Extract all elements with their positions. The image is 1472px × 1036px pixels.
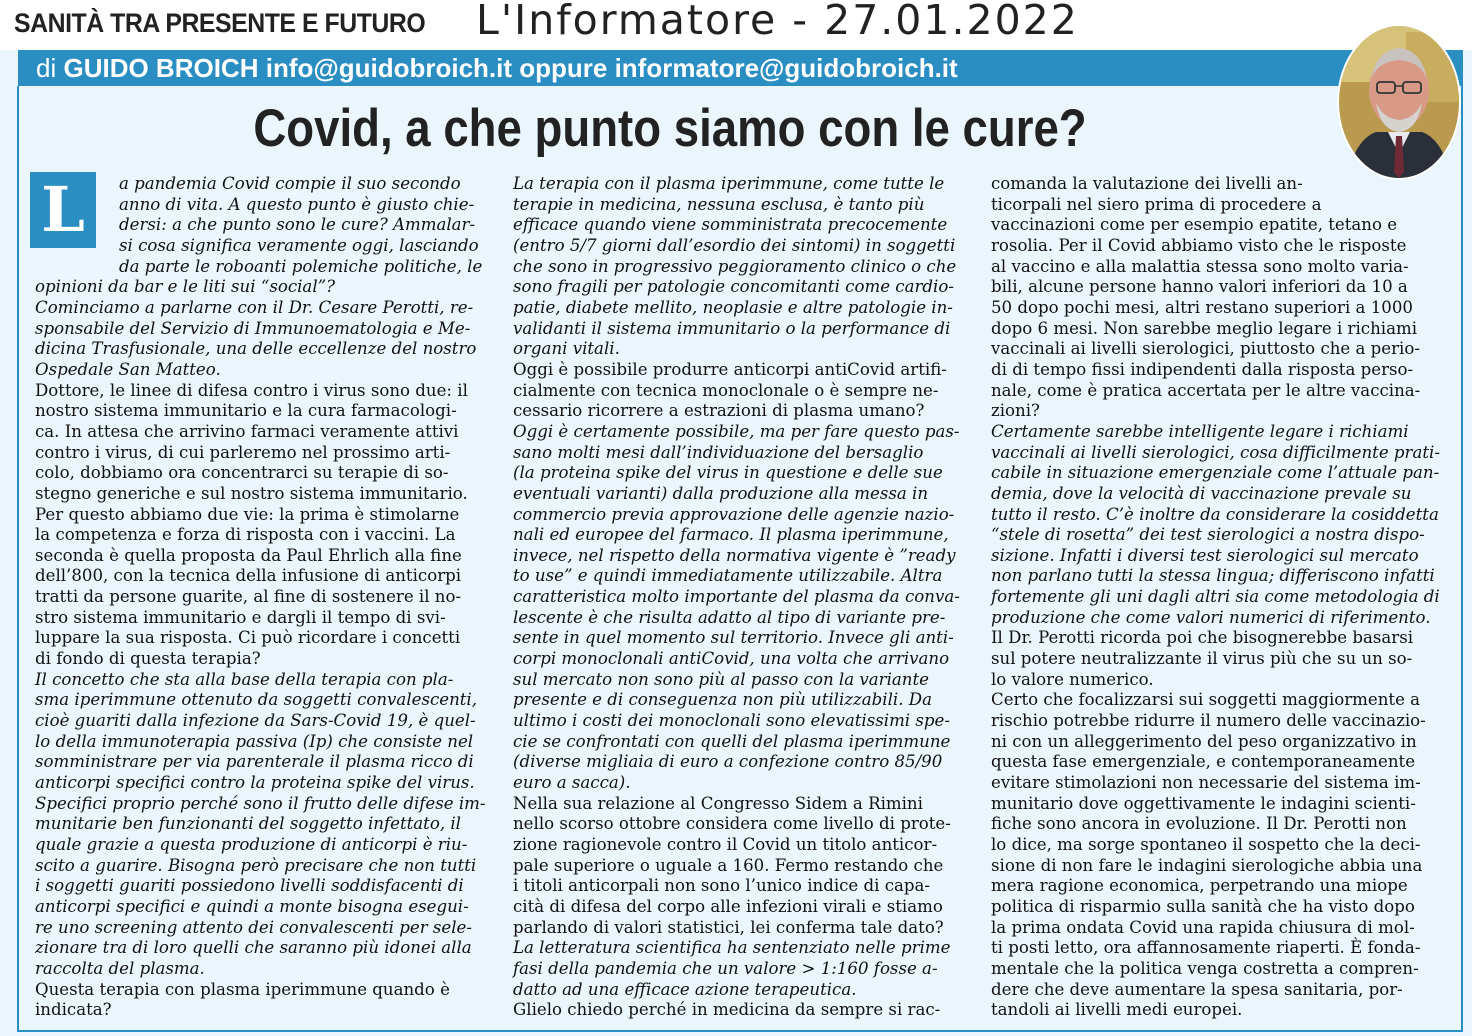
article-line: di di tempo fissi indipendenti dalla risposta perso- bbox=[991, 359, 1414, 379]
article-column-1 bbox=[35, 174, 485, 1021]
article-line: terapie in medicina, nessuna esclusa, è tanto più bbox=[513, 194, 925, 214]
article-line: Specifici proprio perché sono il frutto delle difese im- bbox=[35, 793, 486, 813]
article-line: ticorpali nel siero prima di procedere a bbox=[991, 194, 1322, 214]
article-line: lo dice, ma sorge spontaneo il sospetto che la deci- bbox=[991, 835, 1421, 854]
source-stamp: L'Informatore - 27.01.2022 bbox=[476, 0, 1079, 44]
article-line: Per questo abbiamo due vie: la prima è stimolarne bbox=[35, 504, 460, 524]
article-line: luppare la sua risposta. Ci può ricordare i concetti bbox=[35, 628, 461, 648]
article-line: lo valore numerico. bbox=[991, 669, 1154, 689]
article-line: si cosa significa veramente oggi, lasciando bbox=[119, 235, 479, 255]
article-line: questa fase emergenziale, e contemporaneamente bbox=[991, 752, 1416, 772]
article-line: anticorpi specifici contro la proteina spike del virus. bbox=[35, 773, 475, 793]
article-line: i titoli anticorpali non sono l’unico indice di capa- bbox=[513, 876, 931, 896]
article-line: sizione. Infatti i diversi test sierologici sul mercato bbox=[991, 545, 1419, 565]
article-line: anno di vita. A questo punto è giusto chie- bbox=[119, 194, 475, 214]
article-line: contro i virus, di cui parleremo nel prossimo arti- bbox=[35, 442, 451, 462]
article-line: re uno screening attento dei convalescenti per sele- bbox=[35, 917, 472, 937]
article-line: La terapia con il plasma iperimmune, come tutte le bbox=[513, 174, 945, 193]
article-line: Ospedale San Matteo. bbox=[35, 359, 221, 379]
article-line: opinioni da bar e le liti sui “social”? bbox=[35, 277, 336, 297]
article-line: seconda è quella proposta da Paul Ehrlich alla fine bbox=[35, 545, 462, 565]
article-line: mera ragione economica, perpetrando una miope bbox=[991, 876, 1408, 896]
article-line: produzione che come valori numerici di riferimento. bbox=[991, 607, 1431, 627]
article-line: munitarie ben funzionanti del soggetto infettato, il bbox=[35, 814, 461, 834]
drop-cap: L bbox=[30, 172, 96, 248]
article-line: vaccinali ai livelli sierologici, cosa difficilmente prati- bbox=[991, 442, 1440, 462]
article-line: rosolia. Per il Covid abbiamo visto che le risposte bbox=[991, 235, 1407, 255]
article-line: eventuali varianti) dalla produzione alla messa in bbox=[513, 483, 929, 503]
article-line: ni con un alleggerimento del peso organizzativo in bbox=[991, 731, 1417, 751]
article-line: Questa terapia con plasma iperimmune quando è bbox=[35, 979, 450, 999]
article-line: i soggetti guariti possiedono livelli soddisfacenti di bbox=[35, 876, 464, 896]
article-line: Il Dr. Perotti ricorda poi che bisognerebbe basarsi bbox=[991, 628, 1414, 648]
article-line: dopo 6 mesi. Non sarebbe meglio legare i richiami bbox=[991, 318, 1418, 338]
article-line: efficace quando viene somministrata precocemente bbox=[513, 215, 948, 235]
article-line: indicata? bbox=[35, 1000, 112, 1020]
article-line: vaccinazioni come per esempio epatite, tetano e bbox=[991, 215, 1398, 235]
article-line: zione ragionevole contro il Covid un titolo anticor- bbox=[513, 835, 938, 854]
article-line: euro a sacca). bbox=[513, 773, 631, 793]
article-line: Cominciamo a parlarne con il Dr. Cesare Perotti, re- bbox=[35, 297, 474, 317]
article-line: comanda la valutazione dei livelli an- bbox=[991, 174, 1303, 193]
article-line: ultimo i costi dei monoclonali sono elevatissimi spe- bbox=[513, 711, 950, 731]
article-line: anticorpi specifici e quindi a monte bisogna esegui- bbox=[35, 896, 469, 916]
article-line: lo della immunoterapia passiva (Ip) che consiste nel bbox=[35, 731, 474, 751]
article-line: demia, dove la velocità di vaccinazione prevale su bbox=[991, 483, 1412, 503]
article-line: parlando di valori statistici, lei conferma tale dato? bbox=[513, 917, 944, 937]
article-column-3 bbox=[991, 174, 1441, 1021]
article-line: patie, diabete mellito, neoplasie e altre patologie in- bbox=[513, 297, 953, 317]
article-line: to use” e quindi immediatamente utilizzabile. Altra bbox=[513, 566, 943, 586]
article-line: Certo che focalizzarsi sui soggetti maggiormente a bbox=[991, 690, 1421, 710]
article-line: cialmente con tecnica monoclonale o è sempre ne- bbox=[513, 380, 939, 400]
article-line: validanti il sistema immunitario o la performance di bbox=[513, 318, 951, 338]
article-line: vaccinali ai livelli sierologici, piuttosto che a perio- bbox=[991, 339, 1420, 359]
article-line: zioni? bbox=[991, 401, 1040, 421]
byline-author: GUIDO BROICH bbox=[63, 53, 259, 83]
article-line: nostro sistema immunitario e la cura farmacologi- bbox=[35, 401, 457, 421]
article-line: La letteratura scientifica ha sentenziato nelle prime bbox=[513, 938, 951, 958]
article-line: sul potere neutralizzante il virus più che su un so- bbox=[991, 649, 1413, 669]
article-line: evitare stimolazioni non necessarie del sistema im- bbox=[991, 773, 1421, 793]
article-line: commercio previa approvazione delle agenzie nazio- bbox=[513, 504, 955, 524]
article-line: Certamente sarebbe intelligente legare i richiami bbox=[991, 421, 1409, 441]
article-line: che sono in progressivo peggioramento clinico o che bbox=[513, 256, 957, 276]
article-line: quale grazie a questa produzione di anticorpi è riu- bbox=[35, 835, 468, 854]
article-line: nali ed europee del farmaco. Il plasma iperimmune, bbox=[513, 525, 949, 545]
article-line: presente e di conseguenza non più utilizzabili. Da bbox=[513, 690, 932, 710]
article-line: invece, nel rispetto della normativa vigente è ”ready bbox=[513, 545, 956, 565]
article-line: Oggi è certamente possibile, ma per fare questo pas- bbox=[513, 421, 960, 441]
article-line: tutto il resto. C’è inoltre da considerare la cosiddetta bbox=[991, 504, 1439, 524]
article-line: cie se confrontati con quelli del plasma iperimmune bbox=[513, 731, 951, 751]
article-line: Nella sua relazione al Congresso Sidem a Rimini bbox=[513, 793, 923, 813]
article-line: cioè guariti dalla infezione da Sars-Covid 19, è quel- bbox=[35, 711, 476, 731]
article-line: pale superiore o uguale a 160. Fermo restando che bbox=[513, 855, 944, 875]
article-line: la competenza e forza di risposta con i vaccini. La bbox=[35, 525, 456, 545]
article-line: (diverse migliaia di euro a confezione contro 85/90 bbox=[513, 752, 943, 772]
article-line: sponsabile del Servizio di Immunoematologia e Me- bbox=[35, 318, 471, 338]
article-line: nale, come è pratica accertata per le altre vaccina- bbox=[991, 380, 1421, 400]
article-line: cessario ricorrere a estrazioni di plasma umano? bbox=[513, 401, 925, 421]
article-line: politica di risparmio sulla sanità che ha visto dopo bbox=[991, 896, 1415, 916]
article-line: bili, alcune persone hanno valori inferiori da 10 a bbox=[991, 277, 1408, 297]
byline bbox=[36, 50, 958, 86]
article-line: mentale che la politica venga costretta a compren- bbox=[991, 958, 1419, 978]
article-line: datto ad una efficace azione terapeutica. bbox=[513, 979, 857, 999]
article-line: sione di non fare le indagini sierologiche abbia una bbox=[991, 855, 1423, 875]
article-line: Oggi è possibile produrre anticorpi antiCovid artifi- bbox=[513, 359, 947, 379]
article-line: somministrare per via parenterale il plasma ricco di bbox=[35, 752, 474, 772]
article-line: scito a guarire. Bisogna però precisare che non tutti bbox=[35, 855, 477, 875]
article-line: Glielo chiedo perché in medicina da sempre si rac- bbox=[513, 1000, 941, 1020]
article-line: sano molti mesi dall’individuazione del bersaglio bbox=[513, 442, 924, 462]
article-line: dersi: a che punto sono le cure? Ammalar- bbox=[119, 215, 476, 235]
article-line: “stele di rosetta” dei test sierologici a nostra dispo- bbox=[991, 525, 1425, 545]
article-line: lescente è che risulta adatto al tipo di variante pre- bbox=[513, 607, 946, 627]
article-line: cità di difesa del corpo alle infezioni virali e stiamo bbox=[513, 896, 943, 916]
article-line: munitario dove oggettivamente le indagini scienti- bbox=[991, 793, 1416, 813]
article-line: a pandemia Covid compie il suo secondo bbox=[119, 174, 461, 193]
article-line: (entro 5/7 giorni dall’esordio dei sintomi) in soggetti bbox=[513, 235, 956, 255]
section-title: SANITÀ TRA PRESENTE E FUTURO bbox=[14, 8, 426, 38]
article-line: da parte le roboanti polemiche politiche, le bbox=[119, 256, 483, 276]
article-line: tratti da persone guarite, al fine di sostenere il no- bbox=[35, 587, 462, 607]
article-line: sul mercato non sono più al passo con la variante bbox=[513, 669, 929, 689]
article-line: sente in quel momento sul territorio. Invece gli anti- bbox=[513, 628, 954, 648]
article-line: caratteristica molto importante del plasma da conva- bbox=[513, 587, 960, 607]
article-line: sono fragili per patologie concomitanti come cardio- bbox=[513, 277, 954, 297]
article-column-2 bbox=[513, 174, 963, 1021]
article-line: colo, dobbiamo ora concentrarci su terapie di so- bbox=[35, 463, 449, 483]
article-line: di fondo di questa terapia? bbox=[35, 649, 261, 669]
article-line: tandoli ai livelli medi europei. bbox=[991, 1000, 1243, 1020]
article-line: zionare tra di loro quelli che saranno più idonei alla bbox=[35, 938, 472, 958]
article-line: dicina Trasfusionale, una delle eccellenze del nostro bbox=[35, 339, 477, 359]
article-line: dere che deve aumentare la spesa sanitaria, por- bbox=[991, 979, 1403, 999]
article-line: dell’800, con la tecnica della infusione di anticorpi bbox=[35, 566, 462, 586]
article-line: Dottore, le linee di difesa contro i virus sono due: il bbox=[35, 380, 468, 400]
article-line: fiche sono ancora in evoluzione. Il Dr. Perotti non bbox=[991, 814, 1407, 834]
article-line: non parlano tutti la stessa lingua; differiscono infatti bbox=[991, 566, 1435, 586]
article-line: fasi della pandemia che un valore > 1:160 fosse a- bbox=[513, 958, 938, 978]
article-line: ti posti letto, ora affannosamente riaperti. È fonda- bbox=[991, 938, 1421, 958]
article-line: corpi monoclonali antiCovid, una volta che arrivano bbox=[513, 649, 950, 669]
article-line: nello scorso ottobre considera come livello di prote- bbox=[513, 814, 951, 834]
byline-prefix: di bbox=[36, 53, 57, 83]
article-line: al vaccino e alla malattia stessa sono molto varia- bbox=[991, 256, 1409, 276]
author-photo bbox=[1336, 22, 1462, 182]
article-line: stegno generiche e sul nostro sistema immunitario. bbox=[35, 483, 468, 503]
article-line: 50 dopo pochi mesi, altri restano superiori a 1000 bbox=[991, 297, 1413, 317]
byline-contacts: info@guidobroich.it oppure informatore@guidobroich.it bbox=[265, 53, 958, 83]
article-line: raccolta del plasma. bbox=[35, 958, 205, 978]
article-line: Il concetto che sta alla base della terapia con pla- bbox=[35, 669, 454, 689]
article-line: organi vitali. bbox=[513, 339, 620, 359]
article-line: la prima ondata Covid una rapida chiusura di mol- bbox=[991, 917, 1415, 937]
article-line: rischio potrebbe ridurre il numero delle vaccinazio- bbox=[991, 711, 1426, 731]
article-line: ca. In attesa che arrivino farmaci veramente attivi bbox=[35, 421, 459, 441]
article-line: cabile in situazione emergenziale come l’attuale pan- bbox=[991, 463, 1440, 483]
article-line: sma iperimmune ottenuto da soggetti convalescenti, bbox=[35, 690, 478, 710]
article-line: fortemente gli uni dagli altri sia come metodologia di bbox=[991, 587, 1440, 607]
article-headline: Covid, a che punto siamo con le cure? bbox=[253, 99, 1087, 158]
article-line: stro sistema immunitario e dargli il tempo di svi- bbox=[35, 607, 446, 627]
article-line: (la proteina spike del virus in questione e delle sue bbox=[513, 463, 943, 483]
